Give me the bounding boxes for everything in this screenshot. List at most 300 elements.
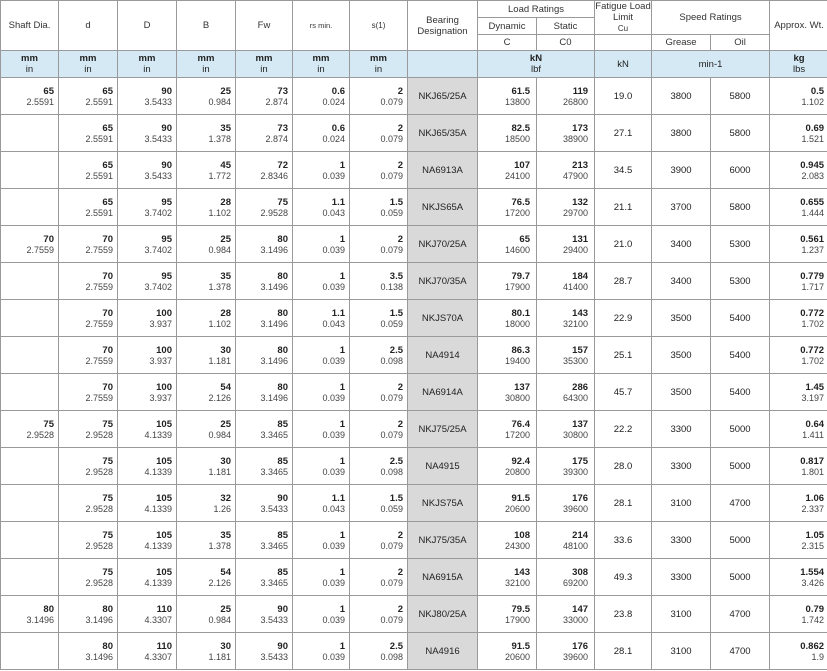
- cell-outer-d-imperial: 4.3307: [144, 614, 172, 625]
- cell-speed-oil: 5000: [711, 411, 770, 448]
- cell-outer-d: [118, 374, 177, 411]
- cell-fw-metric: 85: [277, 455, 288, 467]
- cell-s-imperial: 0.098: [380, 355, 403, 366]
- cell-fw-metric: 73: [277, 85, 288, 97]
- cell-b-metric: 35: [220, 122, 231, 134]
- cell-dynamic-load: [478, 411, 537, 448]
- cell-speed-oil: 5000: [711, 559, 770, 596]
- table-row: [1, 337, 827, 374]
- cell-d-imperial: 2.5591: [85, 170, 113, 181]
- cell-shaft-dia: [1, 263, 59, 300]
- cell-rs-min-imperial: 0.039: [322, 355, 345, 366]
- cell-weight-imperial: 1.444: [801, 207, 825, 218]
- cell-fw: [236, 485, 293, 522]
- cell-dynamic-load: [478, 337, 537, 374]
- cell-outer-d-metric: 95: [161, 270, 172, 282]
- cell-b: [177, 152, 236, 189]
- cell-static-load-metric: 286: [572, 381, 589, 393]
- cell-dynamic-load: [478, 300, 537, 337]
- cell-b-metric: 54: [220, 566, 231, 578]
- cell-outer-d-metric: 95: [161, 196, 172, 208]
- header-c0: C0: [537, 35, 595, 51]
- cell-rs-min-imperial: 0.039: [322, 651, 345, 662]
- cell-shaft-dia: [1, 337, 59, 374]
- cell-rs-min: [293, 189, 350, 226]
- cell-weight-imperial: 1.9: [811, 651, 825, 662]
- cell-fw-metric: 90: [277, 640, 288, 652]
- cell-outer-d-imperial: 4.1339: [144, 466, 172, 477]
- cell-speed-grease: 3800: [652, 115, 711, 152]
- cell-fw: [236, 115, 293, 152]
- cell-fw-imperial: 2.9528: [260, 207, 288, 218]
- cell-s-imperial: 0.059: [380, 503, 403, 514]
- cell-shaft-dia: [1, 374, 59, 411]
- cell-fw-imperial: 2.874: [265, 133, 288, 144]
- cell-static-load: [537, 448, 595, 485]
- cell-d-metric: 80: [102, 603, 113, 615]
- cell-outer-d-metric: 105: [156, 418, 172, 430]
- cell-b: [177, 559, 236, 596]
- header-speed-ratings: Speed Ratings: [652, 1, 770, 35]
- cell-d-imperial: 2.9528: [85, 429, 113, 440]
- cell-designation: NKJ75/35A: [408, 522, 478, 559]
- cell-fw: [236, 152, 293, 189]
- header-s: s(1): [350, 1, 408, 51]
- cell-s-imperial: 0.059: [380, 318, 403, 329]
- cell-fw-imperial: 3.3465: [260, 577, 288, 588]
- cell-outer-d-imperial: 3.937: [149, 392, 172, 403]
- cell-dynamic-load: [478, 374, 537, 411]
- cell-outer-d-metric: 105: [156, 566, 172, 578]
- cell-s-metric: 2: [397, 418, 403, 430]
- cell-b: [177, 522, 236, 559]
- unit-d: mm in: [59, 51, 118, 78]
- cell-outer-d: [118, 485, 177, 522]
- cell-s: [350, 448, 408, 485]
- cell-shaft-dia: [1, 522, 59, 559]
- cell-shaft-dia-imperial: 3.1496: [26, 614, 54, 625]
- cell-fatigue-limit: 34.5: [595, 152, 652, 189]
- cell-static-load-imperial: 64300: [562, 392, 589, 403]
- cell-dynamic-load-metric: 108: [514, 529, 530, 541]
- cell-speed-grease: 3300: [652, 448, 711, 485]
- cell-designation: NKJ65/35A: [408, 115, 478, 152]
- cell-s-metric: 1.5: [389, 492, 403, 504]
- cell-weight-imperial: 2.337: [801, 503, 825, 514]
- cell-static-load-metric: 137: [572, 418, 589, 430]
- cell-fw-imperial: 3.1496: [260, 392, 288, 403]
- cell-b-imperial: 1.181: [208, 651, 231, 662]
- cell-s: [350, 522, 408, 559]
- cell-weight: [770, 78, 827, 115]
- cell-static-load-metric: 184: [572, 270, 589, 282]
- cell-outer-d: [118, 152, 177, 189]
- cell-rs-min-metric: 1: [339, 159, 345, 171]
- cell-rs-min: [293, 152, 350, 189]
- cell-fw: [236, 263, 293, 300]
- cell-d-metric: 75: [102, 455, 113, 467]
- cell-weight: [770, 152, 827, 189]
- cell-b: [177, 374, 236, 411]
- cell-shaft-dia: [1, 485, 59, 522]
- cell-rs-min-imperial: 0.039: [322, 429, 345, 440]
- cell-d: [59, 263, 118, 300]
- cell-s: [350, 559, 408, 596]
- cell-shaft-dia: [1, 189, 59, 226]
- table-row: [1, 226, 827, 263]
- cell-dynamic-load-metric: 91.5: [511, 640, 530, 652]
- cell-b: [177, 337, 236, 374]
- cell-d-metric: 70: [102, 307, 113, 319]
- cell-dynamic-load-metric: 61.5: [511, 85, 530, 97]
- header-designation: Bearing Designation: [408, 1, 478, 51]
- cell-static-load-metric: 176: [572, 492, 589, 504]
- header-shaft-dia: Shaft Dia.: [1, 1, 59, 51]
- cell-d: [59, 485, 118, 522]
- cell-weight: [770, 226, 827, 263]
- cell-s: [350, 411, 408, 448]
- cell-d-imperial: 2.7559: [85, 318, 113, 329]
- cell-dynamic-load-imperial: 14600: [504, 244, 530, 255]
- cell-rs-min-imperial: 0.039: [322, 577, 345, 588]
- cell-b-imperial: 1.181: [208, 466, 231, 477]
- cell-shaft-dia-imperial: 2.5591: [26, 96, 54, 107]
- cell-weight-metric: 0.655: [800, 196, 825, 208]
- cell-shaft-dia-imperial: 2.7559: [26, 244, 54, 255]
- cell-outer-d-metric: 110: [156, 603, 172, 615]
- cell-fw-metric: 80: [277, 233, 288, 245]
- table-row: [1, 374, 827, 411]
- cell-static-load: [537, 411, 595, 448]
- cell-b-imperial: 1.26: [213, 503, 231, 514]
- cell-b-imperial: 1.102: [208, 207, 231, 218]
- cell-shaft-dia: [1, 559, 59, 596]
- header-d: d: [59, 1, 118, 51]
- cell-fw-metric: 73: [277, 122, 288, 134]
- unit-speed: min-1: [652, 51, 770, 78]
- cell-rs-min: [293, 78, 350, 115]
- cell-fatigue-limit: 28.7: [595, 263, 652, 300]
- cell-outer-d-metric: 105: [156, 529, 172, 541]
- cell-speed-oil: 5400: [711, 337, 770, 374]
- cell-designation: NKJ70/35A: [408, 263, 478, 300]
- cell-static-load: [537, 78, 595, 115]
- cell-outer-d: [118, 448, 177, 485]
- cell-d-imperial: 2.9528: [85, 503, 113, 514]
- cell-rs-min-imperial: 0.043: [322, 318, 345, 329]
- cell-fw-imperial: 3.5433: [260, 651, 288, 662]
- cell-weight-metric: 0.69: [805, 122, 825, 134]
- cell-d-metric: 70: [102, 344, 113, 356]
- cell-fatigue-limit: 45.7: [595, 374, 652, 411]
- cell-fatigue-limit: 28.1: [595, 633, 652, 670]
- cell-shaft-dia: [1, 115, 59, 152]
- table-row: [1, 152, 827, 189]
- cell-weight-imperial: 3.197: [801, 392, 825, 403]
- cell-fatigue-limit: 28.1: [595, 485, 652, 522]
- cell-d-metric: 65: [102, 159, 113, 171]
- cell-s-metric: 2.5: [389, 344, 403, 356]
- cell-d: [59, 189, 118, 226]
- cell-b-imperial: 0.984: [208, 429, 231, 440]
- cell-speed-grease: 3400: [652, 226, 711, 263]
- cell-b-imperial: 2.126: [208, 392, 231, 403]
- cell-d-metric: 75: [102, 529, 113, 541]
- cell-b: [177, 596, 236, 633]
- cell-speed-oil: 6000: [711, 152, 770, 189]
- cell-outer-d-metric: 100: [156, 381, 172, 393]
- cell-s: [350, 596, 408, 633]
- cell-rs-min-imperial: 0.039: [322, 540, 345, 551]
- cell-s-imperial: 0.138: [380, 281, 403, 292]
- cell-speed-grease: 3300: [652, 411, 711, 448]
- cell-rs-min-metric: 1: [339, 566, 345, 578]
- cell-shaft-dia: [1, 448, 59, 485]
- cell-outer-d: [118, 411, 177, 448]
- cell-rs-min: [293, 263, 350, 300]
- cell-dynamic-load-metric: 65: [519, 233, 530, 245]
- cell-speed-grease: 3300: [652, 559, 711, 596]
- cell-fw-metric: 72: [277, 159, 288, 171]
- cell-static-load-imperial: 26800: [562, 96, 589, 107]
- cell-fw-imperial: 3.3465: [260, 429, 288, 440]
- cell-outer-d-imperial: 4.1339: [144, 429, 172, 440]
- cell-rs-min: [293, 633, 350, 670]
- header-grease: Grease: [652, 35, 711, 51]
- cell-weight: [770, 596, 827, 633]
- cell-rs-min: [293, 226, 350, 263]
- cell-s: [350, 115, 408, 152]
- table-row: [1, 411, 827, 448]
- cell-designation: NKJS65A: [408, 189, 478, 226]
- cell-fw-metric: 90: [277, 492, 288, 504]
- cell-s-metric: 2: [397, 529, 403, 541]
- cell-d: [59, 374, 118, 411]
- cell-weight-metric: 0.772: [800, 344, 825, 356]
- cell-fw: [236, 337, 293, 374]
- cell-rs-min-metric: 1: [339, 418, 345, 430]
- cell-d-imperial: 2.7559: [85, 392, 113, 403]
- cell-d-metric: 75: [102, 566, 113, 578]
- cell-d: [59, 411, 118, 448]
- cell-outer-d-imperial: 4.3307: [144, 651, 172, 662]
- cell-fw-metric: 90: [277, 603, 288, 615]
- cell-b-metric: 35: [220, 270, 231, 282]
- cell-s: [350, 485, 408, 522]
- cell-weight-metric: 0.5: [810, 85, 825, 97]
- cell-outer-d-imperial: 4.1339: [144, 540, 172, 551]
- cell-d-imperial: 2.7559: [85, 244, 113, 255]
- cell-fw: [236, 448, 293, 485]
- cell-b: [177, 226, 236, 263]
- cell-s: [350, 374, 408, 411]
- cell-s-imperial: 0.079: [380, 540, 403, 551]
- cell-b-metric: 30: [220, 640, 231, 652]
- table-row: [1, 633, 827, 670]
- cell-fw-metric: 80: [277, 344, 288, 356]
- cell-outer-d-metric: 100: [156, 307, 172, 319]
- cell-speed-oil: 5300: [711, 263, 770, 300]
- cell-b-metric: 25: [220, 85, 231, 97]
- cell-outer-d-metric: 105: [156, 492, 172, 504]
- cell-s-imperial: 0.079: [380, 96, 403, 107]
- cell-d-metric: 75: [102, 492, 113, 504]
- cell-speed-oil: 4700: [711, 633, 770, 670]
- cell-fw: [236, 411, 293, 448]
- cell-b: [177, 300, 236, 337]
- cell-s-imperial: 0.079: [380, 392, 403, 403]
- cell-outer-d-imperial: 3.7402: [144, 244, 172, 255]
- cell-static-load: [537, 596, 595, 633]
- cell-static-load-metric: 143: [572, 307, 589, 319]
- cell-s-metric: 2.5: [389, 455, 403, 467]
- cell-outer-d-metric: 90: [161, 122, 172, 134]
- cell-dynamic-load-imperial: 32100: [504, 577, 530, 588]
- cell-dynamic-load: [478, 596, 537, 633]
- cell-weight: [770, 448, 827, 485]
- cell-rs-min-imperial: 0.039: [322, 244, 345, 255]
- header-approx-weight: Approx. Wt.: [770, 1, 827, 51]
- cell-s: [350, 189, 408, 226]
- cell-fatigue-limit: 27.1: [595, 115, 652, 152]
- cell-weight-metric: 1.05: [805, 529, 825, 541]
- cell-s-metric: 2: [397, 122, 403, 134]
- cell-fw-imperial: 3.1496: [260, 281, 288, 292]
- cell-b: [177, 78, 236, 115]
- cell-s-imperial: 0.079: [380, 614, 403, 625]
- cell-designation: NKJS70A: [408, 300, 478, 337]
- cell-d: [59, 522, 118, 559]
- cell-dynamic-load-imperial: 17900: [504, 281, 530, 292]
- cell-weight: [770, 485, 827, 522]
- cell-d-metric: 80: [102, 640, 113, 652]
- cell-s-metric: 2: [397, 566, 403, 578]
- cell-speed-oil: 5400: [711, 374, 770, 411]
- cell-weight: [770, 559, 827, 596]
- cell-designation: NKJ70/25A: [408, 226, 478, 263]
- cell-shaft-dia: [1, 226, 59, 263]
- cell-rs-min-imperial: 0.039: [322, 614, 345, 625]
- cell-dynamic-load: [478, 633, 537, 670]
- cell-weight-imperial: 3.426: [801, 577, 825, 588]
- cell-weight: [770, 115, 827, 152]
- cell-b-imperial: 1.378: [208, 281, 231, 292]
- cell-d-metric: 65: [102, 85, 113, 97]
- cell-dynamic-load-metric: 107: [514, 159, 530, 171]
- header-fw: Fw: [236, 1, 293, 51]
- cell-b-metric: 25: [220, 603, 231, 615]
- cell-weight-imperial: 2.083: [801, 170, 825, 181]
- cell-rs-min-imperial: 0.039: [322, 392, 345, 403]
- cell-designation: NKJ80/25A: [408, 596, 478, 633]
- cell-dynamic-load: [478, 559, 537, 596]
- cell-outer-d: [118, 633, 177, 670]
- cell-weight-metric: 0.862: [800, 640, 825, 652]
- cell-fatigue-limit: 22.9: [595, 300, 652, 337]
- cell-outer-d-metric: 100: [156, 344, 172, 356]
- cell-weight-metric: 0.79: [805, 603, 825, 615]
- cell-d: [59, 115, 118, 152]
- cell-rs-min-imperial: 0.039: [322, 170, 345, 181]
- header-c: C: [478, 35, 537, 51]
- cell-static-load-metric: 157: [572, 344, 589, 356]
- cell-speed-grease: 3300: [652, 522, 711, 559]
- cell-static-load-metric: 214: [572, 529, 589, 541]
- cell-d: [59, 337, 118, 374]
- cell-dynamic-load-imperial: 24300: [504, 540, 530, 551]
- cell-rs-min-metric: 1: [339, 233, 345, 245]
- unit-shaft: mm in: [1, 51, 59, 78]
- cell-designation: NA4916: [408, 633, 478, 670]
- cell-d-imperial: 3.1496: [85, 614, 113, 625]
- cell-rs-min: [293, 411, 350, 448]
- cell-b-imperial: 0.984: [208, 96, 231, 107]
- cell-speed-oil: 5000: [711, 522, 770, 559]
- cell-d-imperial: 2.5591: [85, 96, 113, 107]
- cell-static-load-metric: 175: [572, 455, 589, 467]
- cell-d-imperial: 2.9528: [85, 466, 113, 477]
- cell-rs-min-metric: 1: [339, 455, 345, 467]
- cell-s-imperial: 0.079: [380, 577, 403, 588]
- cell-fw-imperial: 2.874: [265, 96, 288, 107]
- cell-s-imperial: 0.079: [380, 133, 403, 144]
- cell-dynamic-load-imperial: 17900: [504, 614, 530, 625]
- cell-dynamic-load-imperial: 24100: [504, 170, 530, 181]
- cell-dynamic-load: [478, 152, 537, 189]
- cell-rs-min: [293, 522, 350, 559]
- cell-speed-grease: 3500: [652, 300, 711, 337]
- cell-b: [177, 633, 236, 670]
- cell-outer-d-imperial: 3.7402: [144, 207, 172, 218]
- cell-d-imperial: 2.9528: [85, 540, 113, 551]
- cell-rs-min: [293, 115, 350, 152]
- cell-s-imperial: 0.079: [380, 244, 403, 255]
- cell-b-imperial: 1.181: [208, 355, 231, 366]
- cell-b-imperial: 0.984: [208, 614, 231, 625]
- cell-d-metric: 70: [102, 381, 113, 393]
- cell-weight-metric: 0.779: [800, 270, 825, 282]
- cell-dynamic-load-imperial: 17200: [504, 207, 530, 218]
- cell-dynamic-load-imperial: 18000: [504, 318, 530, 329]
- cell-static-load: [537, 300, 595, 337]
- cell-shaft-dia-metric: 70: [43, 233, 54, 245]
- cell-d-imperial: 2.9528: [85, 577, 113, 588]
- cell-rs-min: [293, 374, 350, 411]
- cell-fw-imperial: 3.3465: [260, 466, 288, 477]
- cell-dynamic-load-metric: 80.1: [511, 307, 530, 319]
- cell-s: [350, 263, 408, 300]
- cell-speed-grease: 3800: [652, 78, 711, 115]
- cell-static-load-imperial: 47900: [562, 170, 589, 181]
- cell-static-load-imperial: 35300: [562, 355, 589, 366]
- cell-outer-d-metric: 110: [156, 640, 172, 652]
- cell-static-load-metric: 308: [572, 566, 589, 578]
- cell-rs-min-metric: 0.6: [331, 85, 345, 97]
- cell-fatigue-limit: 33.6: [595, 522, 652, 559]
- cell-s: [350, 152, 408, 189]
- cell-s-metric: 2: [397, 159, 403, 171]
- cell-b: [177, 411, 236, 448]
- cell-fw: [236, 596, 293, 633]
- cell-static-load: [537, 559, 595, 596]
- cell-s: [350, 337, 408, 374]
- cell-s-imperial: 0.079: [380, 170, 403, 181]
- cell-rs-min-metric: 1.1: [331, 492, 345, 504]
- cell-designation: NKJ75/25A: [408, 411, 478, 448]
- cell-s-metric: 2: [397, 233, 403, 245]
- cell-shaft-dia-metric: 75: [43, 418, 54, 430]
- cell-static-load-metric: 173: [572, 122, 589, 134]
